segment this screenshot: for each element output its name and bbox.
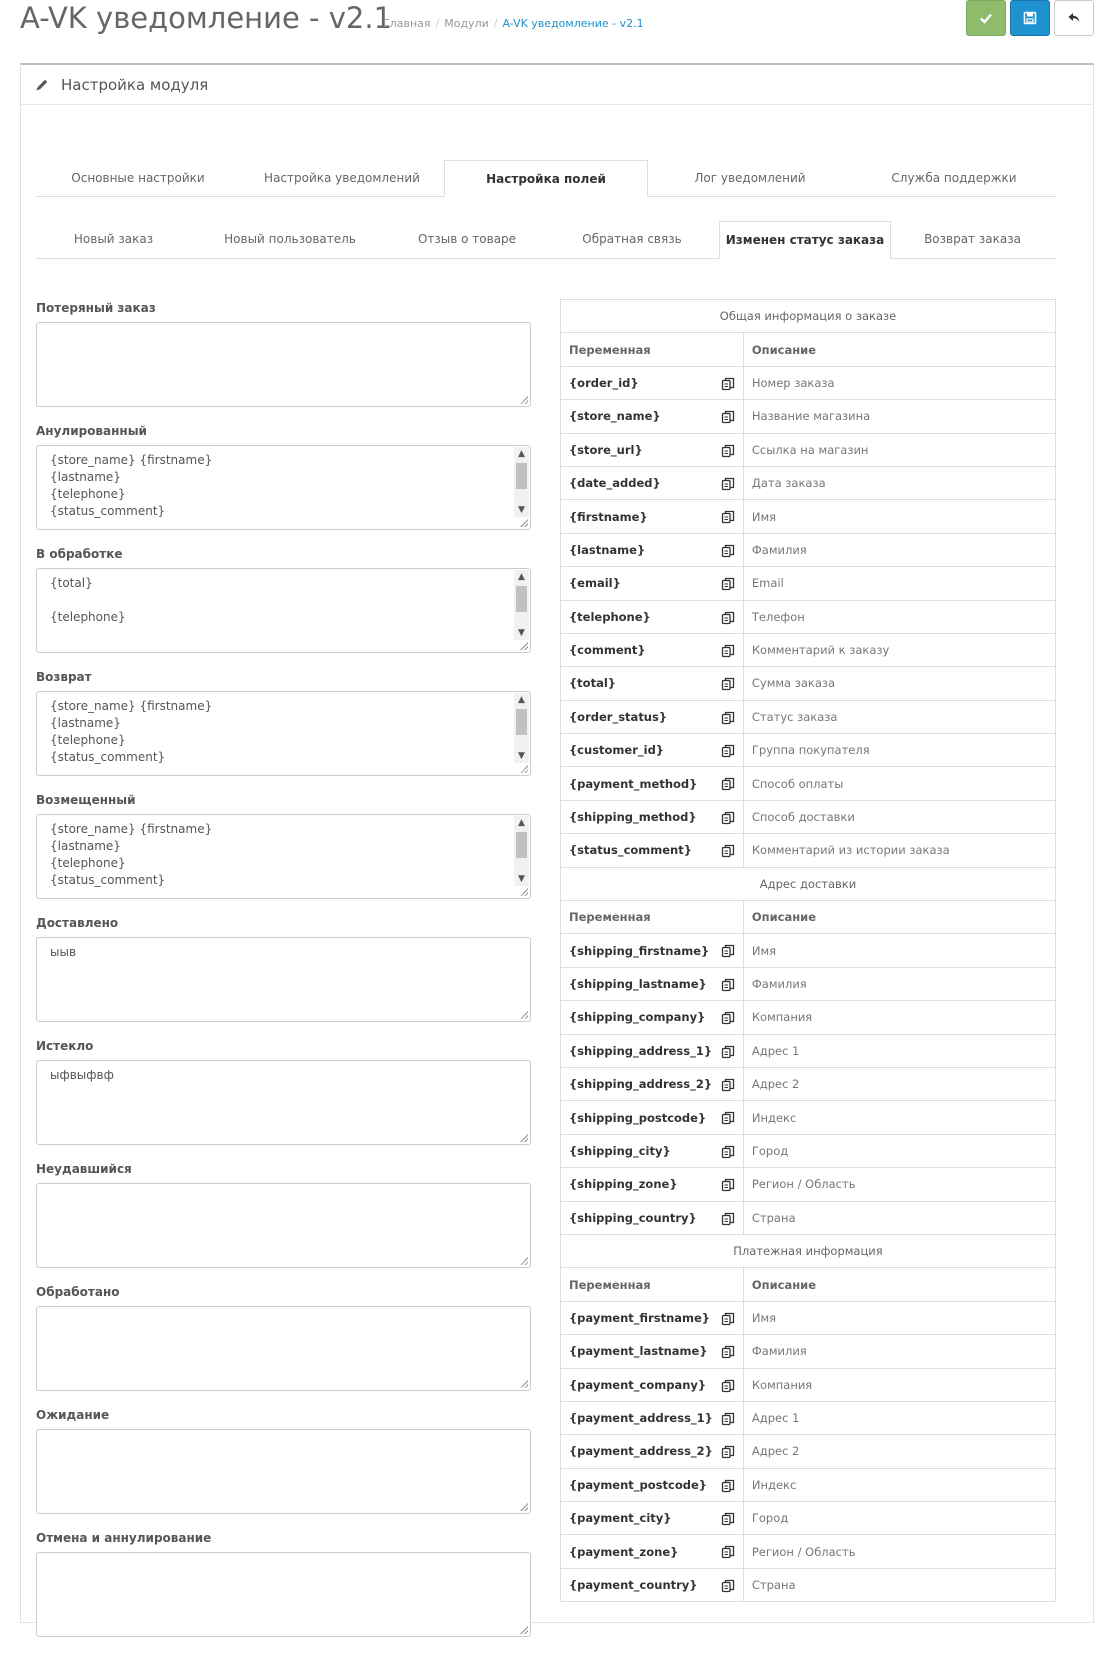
variable-name: {shipping_zone}	[569, 1177, 678, 1192]
variable-cell	[561, 667, 744, 700]
variable-name: {firstname}	[569, 509, 648, 524]
field-label: Отмена и аннулирование	[36, 1531, 212, 1545]
textarea-text: {store_name} {firstname} {lastname} {telephone} {status_comment}	[50, 822, 213, 887]
field-label: Потеряный заказ	[36, 301, 156, 315]
variable-cell	[561, 1335, 744, 1368]
variable-description: Комментарий из истории заказа	[743, 834, 1055, 867]
variable-name: {shipping_address_2}	[569, 1077, 713, 1092]
variable-name: {shipping_country}	[569, 1210, 697, 1225]
tab-order-return[interactable]: Возврат заказа	[924, 232, 1021, 246]
variable-name: {order_id}	[569, 375, 639, 390]
resize-handle[interactable]	[520, 765, 528, 773]
breadcrumb-modules[interactable]: Модули	[444, 17, 489, 30]
copy-icon[interactable]	[721, 1111, 735, 1125]
copy-icon[interactable]	[721, 1145, 735, 1159]
expired-textarea[interactable]: ыфвыфвф	[36, 1060, 531, 1145]
copy-icon[interactable]	[721, 1412, 735, 1426]
table-row	[561, 433, 1056, 466]
variable-name: {total}	[569, 676, 616, 691]
table-row	[561, 1067, 1056, 1100]
table-row	[561, 1301, 1056, 1334]
copy-icon[interactable]	[721, 477, 735, 491]
copy-icon[interactable]	[721, 744, 735, 758]
variable-name: {customer_id}	[569, 743, 664, 758]
resize-handle[interactable]	[520, 1134, 528, 1142]
variable-cell	[561, 600, 744, 633]
panel-title: Настройка модуля	[61, 75, 209, 94]
variable-description: Регион / Область	[743, 1168, 1055, 1201]
copy-icon[interactable]	[721, 1512, 735, 1526]
column-header-description: Описание	[743, 901, 1055, 934]
copy-icon[interactable]	[721, 444, 735, 458]
variable-name: {payment_country}	[569, 1578, 698, 1593]
variable-description: Город	[743, 1502, 1055, 1535]
copy-icon[interactable]	[721, 1212, 735, 1226]
variable-description: Имя	[743, 1301, 1055, 1334]
table-row	[561, 1535, 1056, 1568]
table-row	[561, 1335, 1056, 1368]
variable-description: Имя	[743, 934, 1055, 967]
variable-description: Адрес 2	[743, 1067, 1055, 1100]
variable-cell	[561, 633, 744, 666]
variable-name: {date_added}	[569, 476, 661, 491]
field-pending	[36, 1408, 531, 1531]
copy-icon[interactable]	[721, 1045, 735, 1059]
section-title: Платежная информация	[561, 1234, 1056, 1267]
variable-cell	[561, 400, 744, 433]
column-header-description: Описание	[743, 333, 1055, 366]
floppy-disk-icon	[1023, 11, 1037, 25]
variable-cell	[561, 1435, 744, 1468]
variable-cell	[561, 1468, 744, 1501]
tab-new-order[interactable]: Новый заказ	[73, 232, 154, 246]
variable-description: Сумма заказа	[743, 667, 1055, 700]
variable-name: {store_name}	[569, 409, 661, 424]
delivered-textarea[interactable]: ыыв	[36, 937, 531, 1022]
copy-icon[interactable]	[721, 1445, 735, 1459]
copy-icon[interactable]	[721, 410, 735, 424]
variable-cell	[561, 734, 744, 767]
variable-cell	[561, 366, 744, 399]
variable-cell	[561, 1301, 744, 1334]
variable-description: Фамилия	[743, 1335, 1055, 1368]
tab-basic-settings[interactable]: Основные настройки	[71, 171, 205, 185]
table-row	[561, 734, 1056, 767]
table-row	[561, 700, 1056, 733]
variable-name: {payment_zone}	[569, 1544, 679, 1559]
variable-name: {comment}	[569, 643, 646, 658]
table-row	[561, 667, 1056, 700]
variable-description: Дата заказа	[743, 466, 1055, 499]
variable-description: Статус заказа	[743, 700, 1055, 733]
variable-name: {shipping_postcode}	[569, 1110, 707, 1125]
variable-description: Способ оплаты	[743, 767, 1055, 800]
lost-order-textarea[interactable]	[36, 322, 531, 407]
variable-description: Ссылка на магазин	[743, 433, 1055, 466]
field-label: Обработано	[36, 1285, 120, 1299]
variable-name: {shipping_address_1}	[569, 1043, 713, 1058]
section-title: Адрес доставки	[561, 867, 1056, 900]
table-row	[561, 533, 1056, 566]
table-section-header	[561, 867, 1056, 900]
variable-cell	[561, 1401, 744, 1434]
variable-description: Email	[743, 567, 1055, 600]
table-section-header	[561, 300, 1056, 333]
variable-name: {payment_address_2}	[569, 1444, 713, 1459]
page-title: A-VK уведомление - v2.1	[20, 1, 393, 35]
variable-cell	[561, 967, 744, 1000]
tab-order-status-changed[interactable]: Изменен статус заказа	[719, 221, 891, 259]
table-row	[561, 967, 1056, 1000]
main-tabs	[36, 160, 1056, 197]
copy-icon[interactable]	[721, 811, 735, 825]
table-row	[561, 1101, 1056, 1134]
variable-description: Адрес 1	[743, 1401, 1055, 1434]
copy-icon[interactable]	[721, 1579, 735, 1593]
table-row	[561, 1134, 1056, 1167]
table-row	[561, 567, 1056, 600]
tab-field-settings[interactable]: Настройка полей	[444, 160, 648, 197]
variable-description: Телефон	[743, 600, 1055, 633]
table-row	[561, 800, 1056, 833]
resize-handle[interactable]	[520, 1503, 528, 1511]
variable-cell	[561, 1034, 744, 1067]
tab-support[interactable]: Служба поддержки	[891, 171, 1017, 185]
breadcrumb-current[interactable]: A-VK уведомление - v2.1	[502, 17, 644, 30]
variable-cell	[561, 533, 744, 566]
variable-description: Индекс	[743, 1468, 1055, 1501]
table-row	[561, 1568, 1056, 1601]
variable-cell	[561, 700, 744, 733]
variable-name: {status_comment}	[569, 843, 692, 858]
variable-cell	[561, 1368, 744, 1401]
variable-description: Название магазина	[743, 400, 1055, 433]
copy-icon[interactable]	[721, 1011, 735, 1025]
variable-cell	[561, 500, 744, 533]
table-row	[561, 1502, 1056, 1535]
copy-icon[interactable]	[721, 577, 735, 591]
variable-cell	[561, 1067, 744, 1100]
field-cancel-void	[36, 1531, 531, 1654]
copy-icon[interactable]	[721, 1078, 735, 1092]
variable-description: Фамилия	[743, 967, 1055, 1000]
copy-icon[interactable]	[721, 377, 735, 391]
copy-icon[interactable]	[721, 611, 735, 625]
field-processing	[36, 547, 531, 670]
copy-icon[interactable]	[721, 711, 735, 725]
variable-name: {payment_postcode}	[569, 1477, 707, 1492]
variables-table	[560, 299, 1056, 1602]
scrollbar[interactable]: ▲ ▼	[514, 447, 529, 517]
table-column-headers	[561, 333, 1056, 366]
variable-description: Страна	[743, 1201, 1055, 1234]
variable-name: {lastname}	[569, 542, 646, 557]
variable-description: Адрес 2	[743, 1435, 1055, 1468]
variable-name: {shipping_company}	[569, 1010, 706, 1025]
copy-icon[interactable]	[721, 944, 735, 958]
section-title: Общая информация о заказе	[561, 300, 1056, 333]
table-row	[561, 1001, 1056, 1034]
variable-cell	[561, 1168, 744, 1201]
variable-name: {shipping_method}	[569, 810, 697, 825]
table-row	[561, 600, 1056, 633]
copy-icon[interactable]	[721, 644, 735, 658]
cancelled-textarea[interactable]	[36, 445, 531, 530]
column-header-description: Описание	[743, 1268, 1055, 1301]
field-label: Возмещенный	[36, 793, 136, 807]
variable-description: Фамилия	[743, 533, 1055, 566]
variable-cell	[561, 1535, 744, 1568]
table-row	[561, 1401, 1056, 1434]
breadcrumb: Главная / Модули / A-VK уведомление - v2.1	[383, 17, 644, 30]
copy-icon[interactable]	[721, 544, 735, 558]
table-row	[561, 767, 1056, 800]
resize-handle[interactable]	[520, 888, 528, 896]
variable-cell	[561, 1201, 744, 1234]
resize-handle[interactable]	[520, 1380, 528, 1388]
processed-textarea[interactable]	[36, 1306, 531, 1391]
pending-textarea[interactable]	[36, 1429, 531, 1514]
breadcrumb-home[interactable]: Главная	[383, 17, 431, 30]
tab-feedback[interactable]: Обратная связь	[582, 232, 682, 246]
column-header-variable: Переменная	[561, 901, 744, 934]
variable-description: Индекс	[743, 1101, 1055, 1134]
resize-handle[interactable]	[520, 642, 528, 650]
panel-heading	[21, 65, 1093, 105]
column-header-variable: Переменная	[561, 1268, 744, 1301]
variable-cell	[561, 1134, 744, 1167]
table-row	[561, 834, 1056, 867]
variable-description: Группа покупателя	[743, 734, 1055, 767]
field-label: Анулированный	[36, 424, 147, 438]
variable-cell	[561, 1502, 744, 1535]
variable-description: Регион / Область	[743, 1535, 1055, 1568]
check-icon	[979, 11, 993, 25]
variable-name: {shipping_city}	[569, 1143, 671, 1158]
table-row	[561, 1034, 1056, 1067]
field-label: Неудавшийся	[36, 1162, 132, 1176]
copy-icon[interactable]	[721, 1178, 735, 1192]
module-settings-panel	[20, 63, 1094, 1623]
variable-name: {payment_firstname}	[569, 1310, 710, 1325]
field-label: Ожидание	[36, 1408, 110, 1422]
copy-icon[interactable]	[721, 1545, 735, 1559]
field-lost-order	[36, 301, 531, 424]
page-header	[20, 0, 1094, 50]
table-row	[561, 633, 1056, 666]
table-row	[561, 1201, 1056, 1234]
variable-cell	[561, 934, 744, 967]
copy-icon[interactable]	[721, 1312, 735, 1326]
copy-icon[interactable]	[721, 978, 735, 992]
copy-icon[interactable]	[721, 510, 735, 524]
tab-notification-settings[interactable]: Настройка уведомлений	[264, 171, 420, 185]
action-buttons	[966, 0, 1094, 36]
tab-notification-log[interactable]: Лог уведомлений	[694, 171, 806, 185]
tab-new-user[interactable]: Новый пользователь	[224, 232, 356, 246]
table-row	[561, 466, 1056, 499]
scrollbar[interactable]: ▲ ▼	[514, 693, 529, 763]
scrollbar[interactable]: ▲ ▼	[514, 570, 529, 640]
variable-name: {shipping_lastname}	[569, 977, 707, 991]
variable-description: Страна	[743, 1568, 1055, 1601]
field-label: Истекло	[36, 1039, 94, 1053]
field-cancelled	[36, 424, 531, 547]
resize-handle[interactable]	[520, 396, 528, 404]
cancel-void-textarea[interactable]	[36, 1552, 531, 1637]
table-row	[561, 1168, 1056, 1201]
variable-cell	[561, 1101, 744, 1134]
variable-name: {email}	[569, 576, 621, 591]
copy-icon[interactable]	[721, 1479, 735, 1493]
refunded-textarea[interactable]	[36, 814, 531, 899]
resize-handle[interactable]	[520, 1626, 528, 1634]
variable-name: {payment_city}	[569, 1511, 672, 1526]
copy-icon[interactable]	[721, 1379, 735, 1393]
return-textarea[interactable]	[36, 691, 531, 776]
variable-name: {payment_address_1}	[569, 1411, 713, 1426]
copy-icon[interactable]	[721, 1345, 735, 1359]
table-row	[561, 1368, 1056, 1401]
processing-textarea[interactable]	[36, 568, 531, 653]
variable-name: {payment_method}	[569, 776, 698, 791]
variable-description: Адрес 1	[743, 1034, 1055, 1067]
copy-icon[interactable]	[721, 677, 735, 691]
field-label: В обработке	[36, 547, 123, 561]
variable-cell	[561, 1001, 744, 1034]
sub-tabs	[36, 221, 1056, 259]
field-failed	[36, 1162, 531, 1285]
variable-name: {order_status}	[569, 709, 668, 724]
field-label: Возврат	[36, 670, 92, 684]
variable-cell	[561, 466, 744, 499]
textarea-text: {store_name} {firstname} {lastname} {telephone} {status_comment}	[50, 453, 213, 518]
table-column-headers	[561, 901, 1056, 934]
table-section-header	[561, 1234, 1056, 1267]
variable-name: {shipping_firstname}	[569, 943, 710, 958]
copy-icon[interactable]	[721, 777, 735, 791]
textarea-text: {store_name} {firstname} {lastname} {telephone} {status_comment}	[50, 699, 213, 764]
variable-description: Город	[743, 1134, 1055, 1167]
pencil-icon	[35, 78, 49, 92]
table-row	[561, 500, 1056, 533]
variable-description: Комментарий к заказу	[743, 633, 1055, 666]
table-row	[561, 1468, 1056, 1501]
variable-description: Компания	[743, 1368, 1055, 1401]
column-header-variable: Переменная	[561, 333, 744, 366]
save-stay-button[interactable]	[1010, 0, 1050, 36]
status-fields-form	[36, 301, 531, 1654]
table-column-headers	[561, 1268, 1056, 1301]
field-label: Доставлено	[36, 916, 119, 930]
back-button[interactable]	[1054, 0, 1094, 36]
variable-cell	[561, 567, 744, 600]
variable-name: {payment_company}	[569, 1377, 707, 1392]
table-row	[561, 934, 1056, 967]
textarea-text: {total} {telephone}	[50, 576, 126, 624]
field-processed	[36, 1285, 531, 1408]
variable-cell	[561, 834, 744, 867]
table-row	[561, 400, 1056, 433]
field-expired	[36, 1039, 531, 1162]
variable-cell	[561, 800, 744, 833]
failed-textarea[interactable]	[36, 1183, 531, 1268]
table-row	[561, 1435, 1056, 1468]
field-delivered	[36, 916, 531, 1039]
variable-cell	[561, 433, 744, 466]
variable-cell	[561, 1568, 744, 1601]
resize-handle[interactable]	[520, 519, 528, 527]
field-refunded	[36, 793, 531, 916]
table-row	[561, 366, 1056, 399]
copy-icon[interactable]	[721, 844, 735, 858]
variable-name: {store_url}	[569, 442, 643, 457]
variable-description: Компания	[743, 1001, 1055, 1034]
variable-description: Способ доставки	[743, 800, 1055, 833]
variable-name: {payment_lastname}	[569, 1344, 708, 1359]
variable-name: {telephone}	[569, 609, 651, 624]
variable-description: Имя	[743, 500, 1055, 533]
resize-handle[interactable]	[520, 1257, 528, 1265]
tab-product-review[interactable]: Отзыв о товаре	[417, 232, 517, 246]
reply-icon	[1067, 11, 1081, 25]
resize-handle[interactable]	[520, 1011, 528, 1019]
variable-cell	[561, 767, 744, 800]
field-return	[36, 670, 531, 793]
variable-description: Номер заказа	[743, 366, 1055, 399]
save-button[interactable]	[966, 0, 1006, 36]
scrollbar[interactable]: ▲ ▼	[514, 816, 529, 886]
